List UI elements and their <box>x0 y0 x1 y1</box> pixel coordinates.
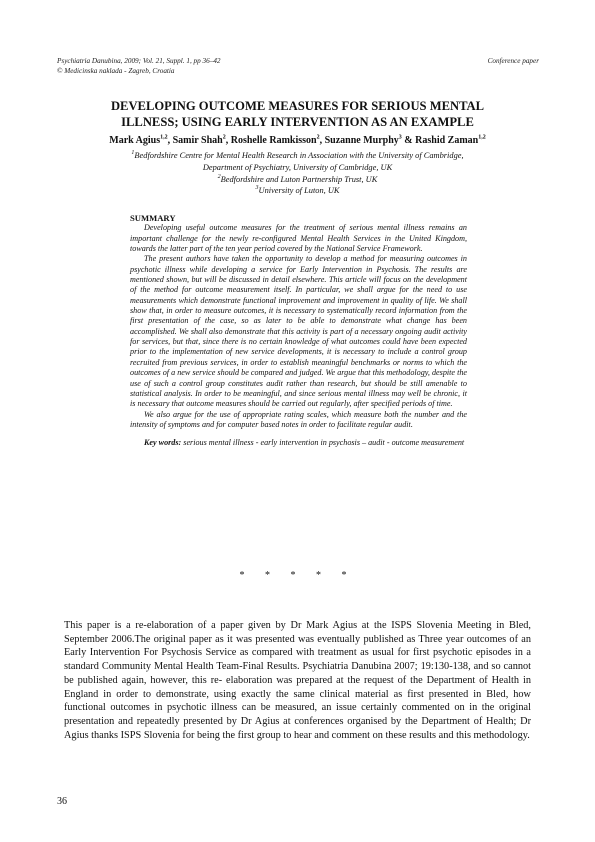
author-affil-sup: 1,2 <box>160 134 168 141</box>
author-affil-sup: 3 <box>398 134 402 141</box>
keywords <box>130 438 467 448</box>
summary-section <box>130 213 467 449</box>
author-separator: & <box>401 135 416 146</box>
author-name: Rashid Zaman <box>415 135 479 146</box>
author-affil-sup: 2 <box>222 134 226 141</box>
author-separator: , <box>225 135 231 146</box>
author-separator: , <box>167 135 173 146</box>
author-name: Suzanne Murphy <box>324 135 399 146</box>
article-type: Conference paper <box>487 57 539 65</box>
body-paragraph: This paper is a re-elaboration of a paper given by Dr Mark Agius at the ISPS Slovenia Meeting in Bled, September 2006.The original paper as it was presented was eventually published as Three year outcomes of an Early Intervention For Psychosis Service as compared with treatment as usual for first psychotic episodes in a standard Community Mental Health Team-Final Results. Psychiatria Danubina 2007; 19:130-138, and so cannot be published again, however, this re- elaboration was prepared at the request of the Department of Health in England in order to demonstrate, using exactly the same clinical material as first presented in Bled, how functional outcomes in psychotic illness can be measured, an issue certainly commented on in the original presentation and repeatedly presented by Dr Agius at conferences organised by the Department of Health; Dr Agius thanks ISPS Slovenia for being the first group to hear and comment on these results and this methodology. <box>64 620 531 741</box>
affil-text: University of Luton, UK <box>258 186 340 196</box>
page-number: 36 <box>57 796 67 807</box>
author-name: Roshelle Ramkisson <box>230 135 317 146</box>
title-line-2: ILLNESS; USING EARLY INTERVENTION AS AN EXAMPLE <box>121 114 474 129</box>
affiliations <box>60 150 535 197</box>
publisher-line: © Medicinska naklada - Zagreb, Croatia <box>57 66 175 75</box>
author-name: Mark Agius <box>109 135 161 146</box>
journal-header <box>57 57 221 76</box>
title-line-1: DEVELOPING OUTCOME MEASURES FOR SERIOUS MENTAL <box>110 99 485 113</box>
affil-sup: 3 <box>255 185 259 192</box>
author-name: Samir Shah <box>172 135 223 146</box>
affiliation-2 <box>60 174 535 186</box>
affiliation-1-cont: Department of Psychiatry, University of Cambridge, UK <box>202 162 393 172</box>
paper-title <box>60 99 535 130</box>
affil-text: Bedfordshire Centre for Mental Health Research in Association with the University of Cambridge, <box>134 151 464 160</box>
affil-sup: 1 <box>131 150 135 157</box>
affil-text: Bedfordshire and Luton Partnership Trust, UK <box>220 174 378 184</box>
summary-paragraph: We also argue for the use of appropriate rating scales, which measure both the number and the intensity of symptoms and for computer based notes in order to facilitate regular audit. <box>130 409 467 429</box>
summary-paragraph: The present authors have taken the opportunity to develop a method for measuring outcomes in psychotic illness while developing a service for Early Intervention in Psychosis. The results are mentioned shown, but will be discussed in detail elsewhere. This article will focus on the development of the method for outcome measurement itself. In particular, we shall argue for the need to use measurements which demonstrate functional improvement and improvement in quality of life. We shall show that, in order to measure outcomes, it is necessary to systematically record information from the first presentation of the case, so as later to be able to demonstrate what change has been accomplished. We shall also demonstrate that this activity is part of a necessary ongoing audit activity for services, but that, since there is no certain knowledge of what outcomes could have been expected prior to the implementation of new service developments, it is necessary to include a control group recruited from previous services, in order to establish meaningful benchmarks or norms to which the outcomes of a new service should be compared and judged. We argue that this methodology, despite the use of such a control group constitutes audit rather than research, but should be still amenable to statistical analysis. In order to be meaningful, and since serious mental illness may well be chronic, it is necessary that outcome measures should be carried out regularly, after specified periods of time. <box>130 254 467 409</box>
affiliation-3 <box>60 185 535 197</box>
author-affil-sup: 1,2 <box>478 134 486 141</box>
author-separator: , <box>319 135 325 146</box>
author-list <box>60 135 535 146</box>
keywords-label: Key words: <box>144 438 182 448</box>
summary-paragraph: Developing useful outcome measures for the treatment of serious mental illness remains an important challenge for the newly re-configured Mental Health Services in the United Kingdom, towards the latter part of the ten year period covered by the National Service Framework. <box>130 223 467 254</box>
summary-heading: SUMMARY <box>130 213 176 223</box>
affil-sup: 2 <box>217 173 221 180</box>
section-separator: * * * * * <box>239 570 356 581</box>
journal-citation: Psychiatria Danubina, 2009; Vol. 21, Suppl. 1, pp 36–42 <box>57 57 221 65</box>
keywords-text: serious mental illness - early intervention in psychosis – audit - outcome measurement <box>183 438 465 448</box>
affiliation-1 <box>60 150 535 162</box>
author-affil-sup: 2 <box>316 134 320 141</box>
